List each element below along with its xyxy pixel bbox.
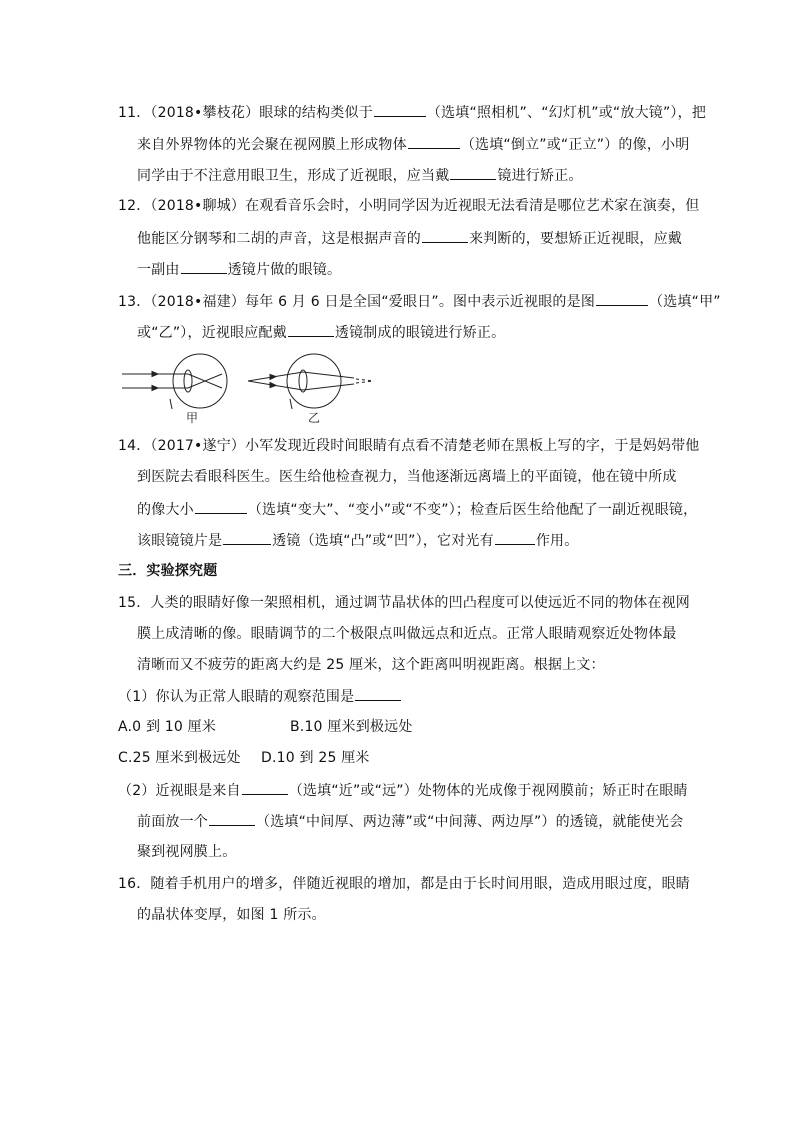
virtual-ray [356,381,374,383]
q11-line-3: 同学由于不注意用眼卫生，形成了近视眼，应当戴 镜进行矫正。 [137,165,583,186]
q13-line-1: 13．（2018•福建）每年 6 月 6 日是全国“爱眼日”。图中表示近视眼的是图 （选填“甲” [118,291,721,312]
q15-sub2-line-1: （2）近视眼是来自 （选填“近”或“远”）处物体的光成像于视网膜前；矫正时在眼睛 [118,780,688,801]
arrow-head [270,375,276,380]
q14-line-2: 到医院去看眼科医生。医生给他检查视力，当他逐渐远离墙上的平面镜，他在镜中所成 [137,469,677,485]
q14-line-1: 14．（2017•遂宁）小军发现近段时间眼睛有点看不清楚老师在黑板上写的字，于是妈妈带他 [118,438,700,454]
q16-line-2: 的晶状体变厚，如图 1 所示。 [137,907,326,923]
eye-diagram-figure [122,352,384,432]
q15-option-d: D.10 到 25 厘米 [261,750,370,766]
answer-blank [223,530,271,545]
eye-detail-line [290,399,292,409]
q15-option-c: C.25 厘米到极远处 [118,750,241,766]
light-ray [303,384,354,390]
q13-line-2: 或“乙”），近视眼应配戴 透镜制成的眼镜进行矫正。 [137,322,505,343]
figure-label-jia: 甲 [186,411,199,425]
q16-line-1: 16．随着手机用户的增多，伴随近视眼的增加，都是由于长时间用眼，造成用眼过度，眼睛 [118,876,691,892]
answer-blank [596,291,648,306]
answer-blank [209,811,255,826]
answer-blank [450,165,496,180]
answer-blank [374,102,426,117]
answer-blank [408,134,460,149]
q15-line-1: 15．人类的眼睛好像一架照相机，通过调节晶状体的凹凸程度可以使远近不同的物体在视网 [118,595,691,611]
eyeball-outline [287,354,341,408]
q15-sub2-line-3: 聚到视网膜上。 [137,844,237,860]
arrow-head [152,386,158,391]
crystalline-lens [184,370,192,392]
q12-line-3: 一副由 透镜片做的眼镜。 [137,259,341,280]
answer-blank [195,499,247,514]
q11-line-1: 11．（2018•攀枝花）眼球的结构类似于 （选填“照相机”、“幻灯机”或“放大镜”），把 [118,102,706,123]
crystalline-lens [299,370,307,392]
answer-blank [288,322,334,337]
q15-option-a: A.0 到 10 厘米 [118,719,217,735]
answer-blank [422,228,468,243]
light-ray [303,372,354,378]
q15-sub2-line-2: 前面放一个 （选填“中间厚、两边薄”或“中间薄、两边厚”）的透镜，就能使光会 [137,811,683,832]
q15-sub1: （1）你认为正常人眼睛的观察范围是 [118,686,402,707]
eyeball-outline [173,354,227,408]
answer-blank [242,780,288,795]
eye-diagram-left [122,354,227,409]
q14-line-4: 该眼镜镜片是 透镜（选填“凸”或“凹”），它对光有 作用。 [137,530,578,551]
figure-label-yi: 乙 [308,411,321,425]
arrow-head [152,372,158,377]
q12-line-2: 他能区分钢琴和二胡的声音，这是根据声音的 来判断的，要想矫正近视眼，应戴 [137,228,682,249]
eye-diagram-right [248,354,374,409]
eye-diagram-svg [122,352,384,432]
answer-blank [181,259,227,274]
q15-option-b: B.10 厘米到极远处 [290,719,413,735]
q12-line-1: 12．（2018•聊城）在观看音乐会时，小明同学因为近视眼无法看清是哪位艺术家在演奏，但 [118,198,700,214]
q15-line-3: 清晰而又不疲劳的距离大约是 25 厘米，这个距离叫明视距离。根据上文： [137,657,605,673]
answer-blank [495,530,535,545]
q15-line-2: 膜上成清晰的像。眼睛调节的二个极限点叫做远点和近点。正常人眼睛观察近处物体最 [137,626,677,642]
q14-line-3: 的像大小 （选填“变大”、“变小”或“不变”）；检查后医生给他配了一副近视眼镜， [137,499,697,520]
arrow-head [270,383,276,388]
section-title: 三．实验探究题 [118,563,218,579]
q11-line-2: 来自外界物体的光会聚在视网膜上形成物体 （选填“倒立”或“正立”）的像，小明 [137,134,689,155]
virtual-ray [356,379,374,381]
eye-detail-line [170,399,172,409]
answer-blank [355,686,401,701]
